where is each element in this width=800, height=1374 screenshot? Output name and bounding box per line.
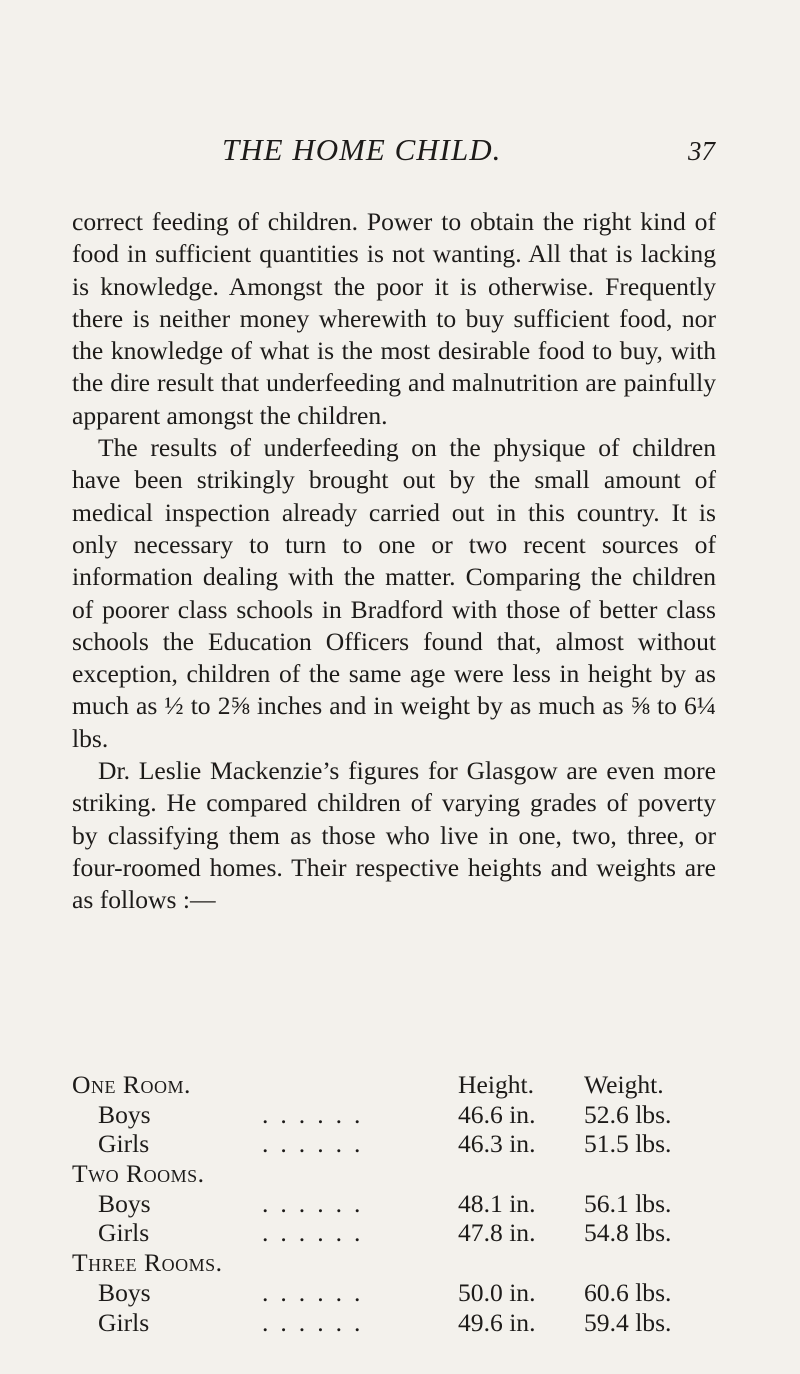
row-label: Boys [98, 1277, 151, 1307]
weight-value: 59.4 lbs. [584, 1307, 672, 1337]
dot-leaders: ...... [262, 1307, 373, 1337]
weight-value: 54.8 lbs. [584, 1218, 672, 1248]
weight-value: 56.1 lbs. [584, 1188, 672, 1218]
height-column-header: Height. [458, 1070, 535, 1099]
table-row [72, 1129, 732, 1159]
table-group-header [72, 1248, 732, 1278]
height-value: 48.1 in. [458, 1188, 536, 1218]
table-row [72, 1189, 732, 1219]
paragraph: The results of underfeeding on the physique of children have been strikingly brought out by the small amount of medical inspection already carried out in this country. It is only necessary to turn to one or two recent sources of information dealing with the matter. Comparing the children of poorer class schools in Bradford with those of better class schools the Education Officers found that, almost without exception, children of the same age were less in height by as much as ½ to 2⅝ inches and in weight by as much as ⅝ to 6¼ lbs. [72, 433, 716, 753]
dot-leaders: ...... [262, 1188, 373, 1218]
body-text [72, 206, 716, 917]
weight-column-header: Weight. [584, 1070, 664, 1099]
dot-leaders: ...... [262, 1099, 373, 1129]
table-row [72, 1100, 732, 1130]
row-label: Girls [98, 1218, 150, 1248]
group-title: Three Rooms. [72, 1248, 223, 1278]
row-label: Girls [98, 1129, 150, 1159]
group-title: One Room. [72, 1070, 191, 1099]
row-label: Girls [98, 1307, 150, 1337]
table-row [72, 1278, 732, 1308]
weight-value: 51.5 lbs. [584, 1129, 672, 1159]
table-row [72, 1308, 732, 1338]
height-value: 46.3 in. [458, 1129, 536, 1159]
height-value: 49.6 in. [458, 1307, 536, 1337]
paragraph: Dr. Leslie Mackenzie’s figures for Glasgow are even more striking. He compared children of varying grades of poverty by classifying them as those who live in one, two, three, or four-roomed homes. Their respective heights and weights are as follows :— [72, 756, 716, 915]
height-weight-table [72, 1070, 732, 1337]
table-group-header [72, 1159, 732, 1189]
page-header [0, 132, 800, 172]
running-title: THE HOME CHILD. [222, 132, 502, 167]
weight-value: 60.6 lbs. [584, 1277, 672, 1307]
dot-leaders: ...... [262, 1277, 373, 1307]
height-value: 50.0 in. [458, 1277, 536, 1307]
height-value: 47.8 in. [458, 1218, 536, 1248]
table-row [72, 1218, 732, 1248]
row-label: Boys [98, 1099, 151, 1129]
height-value: 46.6 in. [458, 1099, 536, 1129]
dot-leaders: ...... [262, 1129, 373, 1159]
weight-value: 52.6 lbs. [584, 1099, 672, 1129]
page-number: 37 [688, 136, 715, 166]
paragraph: correct feeding of children. Power to obtain the right kind of food in sufficient quantities is not wanting. All that is lacking is knowledge. Amongst the poor it is otherwise. Frequently there is neither money wherewith to buy sufficient food, nor the knowledge of what is the most desirable food to buy, with the dire result that underfeeding and malnutrition are painfully apparent amongst the children. [72, 207, 716, 430]
group-title: Two Rooms. [72, 1159, 205, 1189]
row-label: Boys [98, 1188, 151, 1218]
dot-leaders: ...... [262, 1218, 373, 1248]
table-group-header [72, 1070, 732, 1100]
